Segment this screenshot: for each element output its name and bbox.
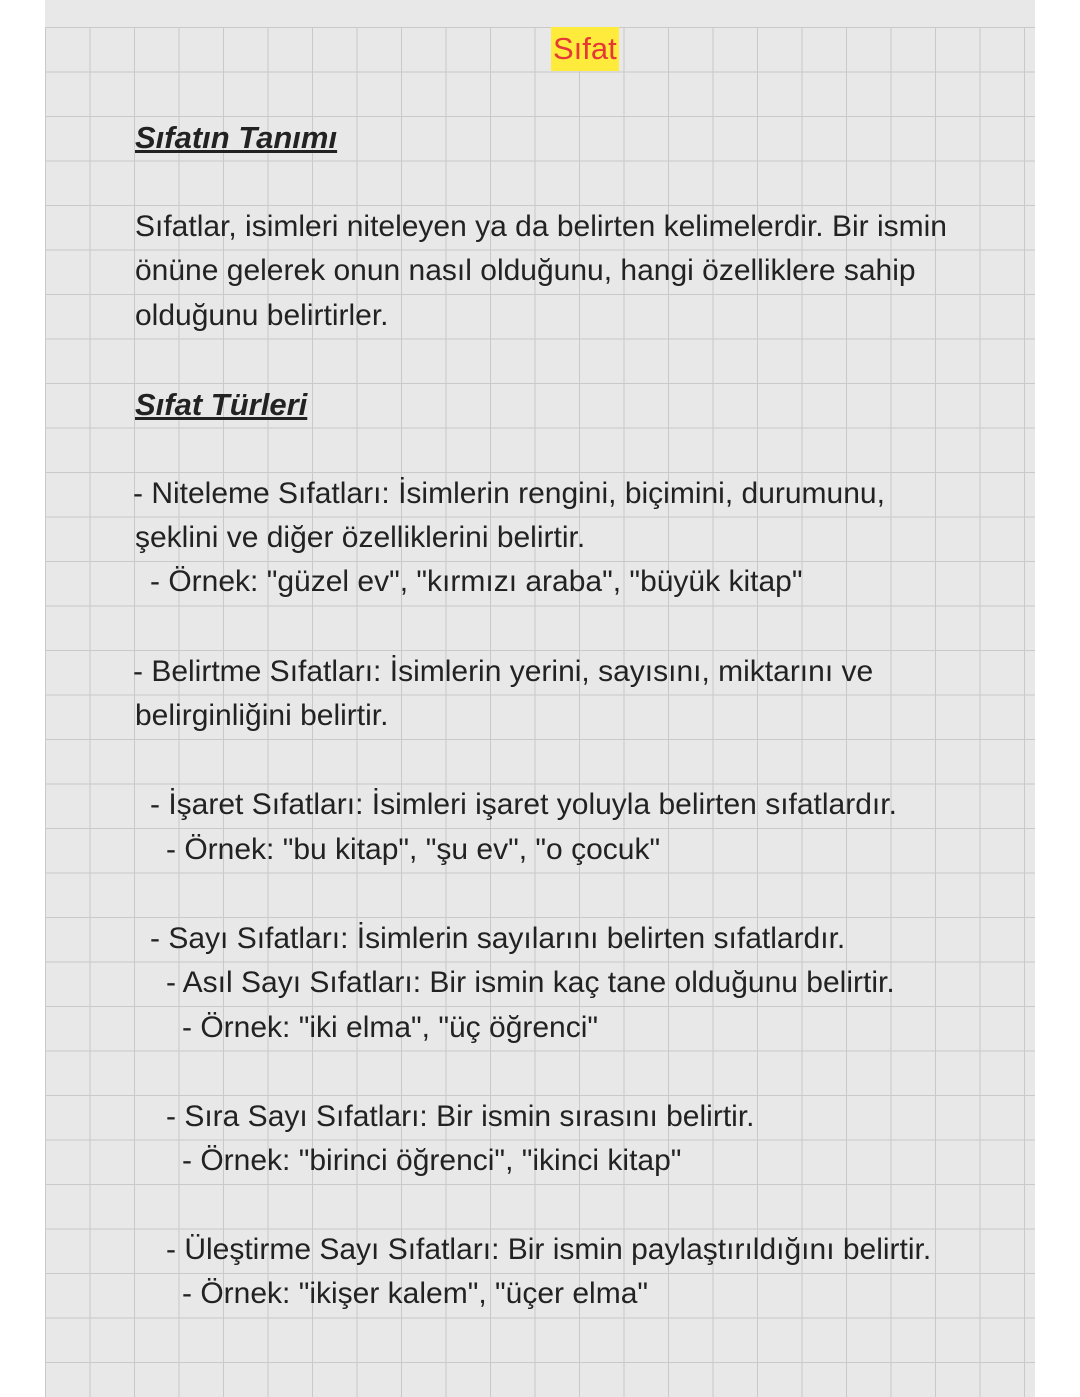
- niteleme-example: - Örnek: "güzel ev", "kırmızı araba", "büyük kitap": [150, 565, 803, 598]
- sira-sayi-example: - Örnek: "birinci öğrenci", "ikinci kitap": [182, 1144, 682, 1177]
- page-title: Sıfat: [551, 27, 619, 71]
- ulestirme-sayi-example: - Örnek: "ikişer kalem", "üçer elma": [182, 1277, 649, 1310]
- sira-sayi-line: - Sıra Sayı Sıfatları: Bir ismin sırasını belirtir.: [166, 1100, 755, 1133]
- niteleme-line: şeklini ve diğer özelliklerini belirtir.: [135, 521, 586, 554]
- notebook-page: [45, 0, 1035, 1397]
- asil-sayi-line: - Asıl Sayı Sıfatları: Bir ismin kaç tane olduğunu belirtir.: [166, 966, 895, 999]
- belirtme-line: - Belirtme Sıfatları: İsimlerin yerini, sayısını, miktarını ve: [133, 655, 874, 688]
- belirtme-line: belirginliğini belirtir.: [135, 699, 389, 732]
- isaret-line: - İşaret Sıfatları: İsimleri işaret yoluyla belirten sıfatlardır.: [150, 788, 897, 821]
- niteleme-line: - Niteleme Sıfatları: İsimlerin rengini, biçimini, durumunu,: [133, 477, 885, 510]
- definition-line: olduğunu belirtirler.: [135, 299, 389, 332]
- section-heading-definition: Sıfatın Tanımı: [135, 120, 338, 155]
- definition-line: önüne gelerek onun nasıl olduğunu, hangi özelliklere sahip: [135, 254, 916, 287]
- ulestirme-sayi-line: - Üleştirme Sayı Sıfatları: Bir ismin paylaştırıldığını belirtir.: [166, 1233, 932, 1266]
- section-heading-types: Sıfat Türleri: [135, 387, 308, 422]
- definition-line: Sıfatlar, isimleri niteleyen ya da belirten kelimelerdir. Bir ismin: [135, 210, 947, 243]
- sayi-line: - Sayı Sıfatları: İsimlerin sayılarını belirten sıfatlardır.: [150, 922, 846, 955]
- isaret-example: - Örnek: "bu kitap", "şu ev", "o çocuk": [166, 833, 661, 866]
- page-top-margin: [45, 0, 1035, 27]
- asil-sayi-example: - Örnek: "iki elma", "üç öğrenci": [182, 1011, 599, 1044]
